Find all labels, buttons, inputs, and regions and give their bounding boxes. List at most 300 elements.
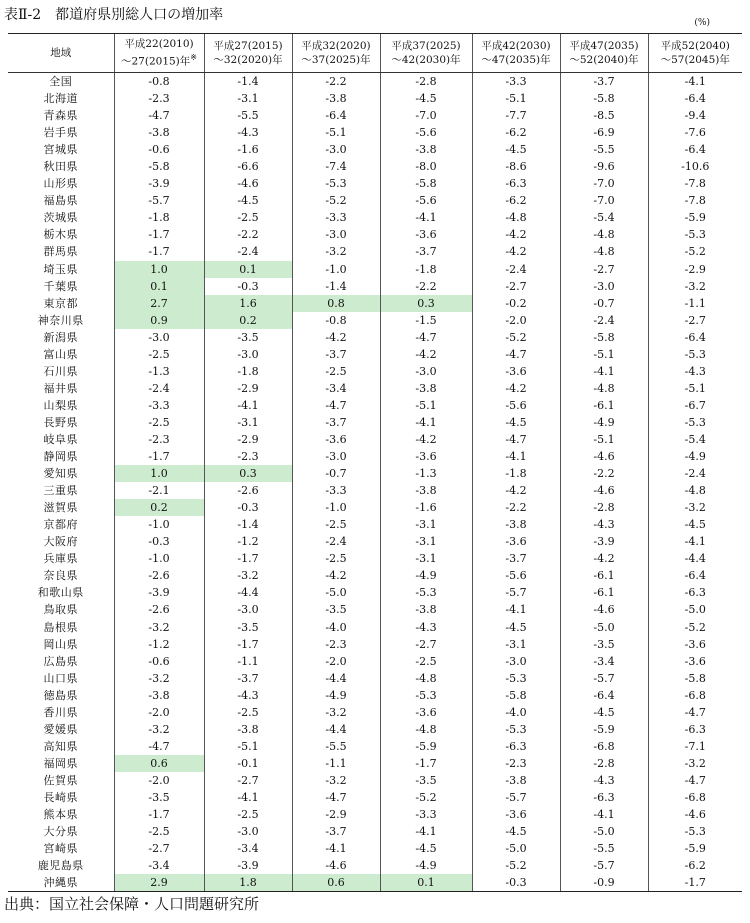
rate-cell: -2.4	[114, 380, 204, 397]
rate-cell: -4.2	[472, 482, 560, 499]
rate-cell: -5.8	[114, 158, 204, 175]
table-row	[8, 414, 742, 431]
rate-cell: -3.8	[114, 124, 204, 141]
table-row	[8, 533, 742, 550]
rate-cell: 1.8	[204, 874, 292, 892]
rate-cell: -2.2	[380, 278, 472, 295]
rate-cell: -1.8	[472, 465, 560, 482]
rate-cell: -3.7	[292, 346, 380, 363]
table-row	[8, 312, 742, 329]
rate-cell: -6.4	[560, 687, 648, 704]
rate-cell: -4.9	[380, 857, 472, 874]
rate-cell: 0.1	[204, 261, 292, 278]
rate-cell: -5.5	[292, 738, 380, 755]
rate-cell: -3.8	[292, 90, 380, 107]
rate-cell: -0.7	[560, 295, 648, 312]
rate-cell: -2.0	[114, 772, 204, 789]
rate-cell: -7.8	[648, 175, 742, 192]
growth-rate-table	[8, 33, 742, 892]
rate-cell: 0.9	[114, 312, 204, 329]
source-note: 出典：国立社会保障・人口問題研究所	[4, 895, 260, 913]
rate-cell: -5.0	[292, 584, 380, 601]
rate-cell: -5.1	[560, 346, 648, 363]
rate-cell: -1.8	[380, 261, 472, 278]
rate-cell: -5.3	[380, 687, 472, 704]
rate-cell: -4.6	[560, 448, 648, 465]
rate-cell: -3.0	[204, 601, 292, 618]
rate-cell: -3.2	[204, 567, 292, 584]
rate-cell: -3.9	[560, 533, 648, 550]
rate-cell: -4.2	[292, 329, 380, 346]
rate-cell: 2.9	[114, 874, 204, 892]
rate-cell: -5.2	[648, 619, 742, 636]
rate-cell: -4.1	[472, 601, 560, 618]
rate-cell: -1.1	[648, 295, 742, 312]
rate-cell: -2.0	[472, 312, 560, 329]
rate-cell: -2.5	[204, 806, 292, 823]
header-line2: ～47(2035)年	[481, 54, 551, 66]
table-row	[8, 397, 742, 414]
rate-cell: -3.8	[380, 482, 472, 499]
rate-cell: -5.8	[560, 329, 648, 346]
rate-cell: -0.1	[204, 755, 292, 772]
rate-cell: -4.9	[648, 448, 742, 465]
rate-cell: -3.8	[204, 721, 292, 738]
rate-cell: -3.7	[472, 550, 560, 567]
table-row	[8, 261, 742, 278]
region-cell: 東京都	[43, 296, 78, 310]
rate-cell: -5.6	[380, 192, 472, 209]
rate-cell: -3.8	[380, 141, 472, 158]
rate-cell: -4.8	[472, 209, 560, 226]
rate-cell: -4.6	[648, 806, 742, 823]
header-line2: ～57(2045)年	[660, 54, 730, 66]
rate-cell: -2.9	[292, 806, 380, 823]
rate-cell: -6.1	[560, 584, 648, 601]
rate-cell: -2.5	[114, 346, 204, 363]
rate-cell: -4.3	[648, 363, 742, 380]
rate-cell: -6.4	[648, 567, 742, 584]
table-row	[8, 653, 742, 670]
rate-cell: -4.8	[560, 380, 648, 397]
rate-cell: -3.0	[292, 448, 380, 465]
header-period-5	[472, 34, 560, 73]
rate-cell: -3.2	[648, 278, 742, 295]
rate-cell: -2.5	[114, 823, 204, 840]
region-cell: 長崎県	[43, 790, 78, 804]
table-row	[8, 772, 742, 789]
rate-cell: -6.6	[204, 158, 292, 175]
rate-cell: -6.4	[648, 329, 742, 346]
rate-cell: -6.4	[648, 90, 742, 107]
rate-cell: -1.8	[204, 363, 292, 380]
rate-cell: 0.3	[380, 295, 472, 312]
rate-cell: -5.1	[560, 431, 648, 448]
rate-cell: -4.7	[472, 346, 560, 363]
rate-cell: 0.2	[114, 499, 204, 516]
rate-cell: -3.7	[380, 243, 472, 260]
rate-cell: -4.4	[204, 584, 292, 601]
rate-cell: -4.5	[380, 840, 472, 857]
rate-cell: -4.1	[380, 209, 472, 226]
region-cell: 岩手県	[43, 126, 78, 140]
rate-cell: -2.7	[204, 772, 292, 789]
header-line1: 平成27(2015)	[213, 40, 283, 52]
rate-cell: 0.2	[204, 312, 292, 329]
rate-cell: -1.4	[292, 278, 380, 295]
region-cell: 鹿児島県	[37, 859, 84, 873]
rate-cell: 0.1	[380, 874, 472, 892]
rate-cell: -6.1	[560, 567, 648, 584]
header-line1: 平成32(2020)	[301, 40, 371, 52]
rate-cell: -5.1	[472, 90, 560, 107]
rate-cell: -0.6	[114, 141, 204, 158]
rate-cell: -5.5	[204, 107, 292, 124]
region-cell: 青森県	[43, 109, 78, 123]
rate-cell: -7.0	[560, 192, 648, 209]
rate-cell: -2.3	[204, 448, 292, 465]
rate-cell: -3.9	[114, 584, 204, 601]
rate-cell: -4.5	[648, 516, 742, 533]
table-row	[8, 857, 742, 874]
table-row	[8, 823, 742, 840]
region-cell: 北海道	[43, 92, 78, 106]
rate-cell: -5.3	[472, 670, 560, 687]
rate-cell: -3.8	[380, 601, 472, 618]
table-row	[8, 73, 742, 91]
rate-cell: -4.7	[114, 738, 204, 755]
rate-cell: -2.5	[292, 550, 380, 567]
rate-cell: -3.0	[292, 226, 380, 243]
rate-cell: -5.3	[648, 823, 742, 840]
header-region-label: 地域	[50, 47, 72, 59]
rate-cell: -2.5	[380, 653, 472, 670]
region-cell: 静岡県	[43, 450, 78, 464]
rate-cell: -3.1	[204, 414, 292, 431]
table-row	[8, 363, 742, 380]
rate-cell: -5.7	[472, 789, 560, 806]
rate-cell: -3.5	[204, 329, 292, 346]
rate-cell: -1.7	[114, 243, 204, 260]
rate-cell: -5.1	[204, 738, 292, 755]
rate-cell: -4.1	[648, 73, 742, 91]
rate-cell: 0.3	[204, 465, 292, 482]
rate-cell: -1.4	[204, 516, 292, 533]
rate-cell: -3.3	[472, 73, 560, 91]
rate-cell: -2.8	[380, 73, 472, 91]
rate-cell: -2.7	[648, 312, 742, 329]
rate-cell: -3.6	[380, 226, 472, 243]
rate-cell: -5.3	[648, 346, 742, 363]
rate-cell: -2.7	[560, 261, 648, 278]
rate-cell: -6.3	[560, 789, 648, 806]
region-cell: 高知県	[43, 739, 78, 753]
rate-cell: -3.0	[204, 823, 292, 840]
rate-cell: -4.5	[380, 90, 472, 107]
rate-cell: -1.7	[204, 550, 292, 567]
rate-cell: -9.6	[560, 158, 648, 175]
header-period-3	[292, 34, 380, 73]
rate-cell: -4.6	[560, 601, 648, 618]
rate-cell: -2.2	[292, 73, 380, 91]
table-row	[8, 278, 742, 295]
rate-cell: -4.2	[292, 567, 380, 584]
rate-cell: -1.6	[204, 141, 292, 158]
region-cell: 香川県	[43, 705, 78, 719]
rate-cell: -4.8	[648, 482, 742, 499]
rate-cell: -4.8	[560, 226, 648, 243]
rate-cell: -4.1	[560, 363, 648, 380]
header-line1: 平成42(2030)	[481, 40, 551, 52]
rate-cell: -2.6	[114, 567, 204, 584]
rate-cell: -4.2	[380, 346, 472, 363]
rate-cell: -2.0	[114, 704, 204, 721]
region-cell: 群馬県	[43, 245, 78, 259]
table-body	[8, 73, 742, 892]
rate-cell: -4.5	[472, 619, 560, 636]
region-cell: 山口県	[43, 671, 78, 685]
rate-cell: -3.2	[114, 721, 204, 738]
rate-cell: -2.4	[292, 533, 380, 550]
unit-label: (%)	[694, 18, 710, 28]
rate-cell: -5.1	[292, 124, 380, 141]
rate-cell: -0.3	[114, 533, 204, 550]
rate-cell: -3.3	[380, 806, 472, 823]
rate-cell: -0.3	[204, 499, 292, 516]
table-row	[8, 670, 742, 687]
region-cell: 石川県	[43, 364, 78, 378]
table-row	[8, 431, 742, 448]
table-row	[8, 874, 742, 892]
table-row	[8, 738, 742, 755]
rate-cell: -3.3	[292, 209, 380, 226]
region-cell: 新潟県	[43, 330, 78, 344]
rate-cell: -6.9	[560, 124, 648, 141]
rate-cell: -4.1	[380, 823, 472, 840]
table-row	[8, 226, 742, 243]
rate-cell: 1.0	[114, 465, 204, 482]
region-cell: 神奈川県	[37, 313, 84, 327]
rate-cell: -6.2	[648, 857, 742, 874]
rate-cell: -4.1	[292, 840, 380, 857]
rate-cell: -4.5	[472, 823, 560, 840]
rate-cell: -0.8	[292, 312, 380, 329]
region-cell: 岐阜県	[43, 433, 78, 446]
rate-cell: -6.3	[472, 175, 560, 192]
rate-cell: -2.5	[204, 704, 292, 721]
header-line1: 平成52(2040)	[660, 40, 730, 52]
rate-cell: -5.8	[560, 90, 648, 107]
rate-cell: -5.1	[380, 397, 472, 414]
rate-cell: -2.9	[204, 380, 292, 397]
rate-cell: -5.7	[560, 857, 648, 874]
rate-cell: -3.0	[472, 653, 560, 670]
table-row	[8, 840, 742, 857]
rate-cell: -1.1	[204, 653, 292, 670]
rate-cell: -2.5	[292, 516, 380, 533]
rate-cell: -4.2	[472, 243, 560, 260]
rate-cell: -3.0	[560, 278, 648, 295]
rate-cell: -5.0	[648, 601, 742, 618]
rate-cell: -7.6	[648, 124, 742, 141]
rate-cell: -4.1	[560, 806, 648, 823]
rate-cell: -2.7	[380, 636, 472, 653]
region-cell: 奈良県	[43, 569, 78, 583]
rate-cell: -3.2	[292, 772, 380, 789]
region-cell: 福岡県	[43, 756, 78, 770]
rate-cell: -5.1	[648, 380, 742, 397]
rate-cell: -3.6	[472, 533, 560, 550]
rate-cell: -1.7	[114, 226, 204, 243]
rate-cell: -3.4	[114, 857, 204, 874]
region-cell: 大分県	[43, 825, 78, 839]
rate-cell: -3.7	[204, 670, 292, 687]
table-row	[8, 516, 742, 533]
rate-cell: -4.6	[560, 482, 648, 499]
rate-cell: -4.7	[472, 431, 560, 448]
rate-cell: -10.6	[648, 158, 742, 175]
rate-cell: -4.9	[380, 567, 472, 584]
rate-cell: -5.4	[648, 431, 742, 448]
table-row	[8, 704, 742, 721]
table-row	[8, 243, 742, 260]
rate-cell: -2.5	[292, 363, 380, 380]
rate-cell: -2.1	[114, 482, 204, 499]
rate-cell: -4.3	[204, 687, 292, 704]
rate-cell: -2.4	[648, 465, 742, 482]
rate-cell: -1.7	[204, 636, 292, 653]
rate-cell: -3.3	[292, 482, 380, 499]
rate-cell: -2.4	[560, 312, 648, 329]
rate-cell: -5.7	[114, 192, 204, 209]
rate-cell: -2.3	[114, 431, 204, 448]
rate-cell: -5.4	[560, 209, 648, 226]
rate-cell: -3.1	[380, 516, 472, 533]
region-cell: 全国	[49, 75, 73, 89]
region-cell: 徳島県	[43, 688, 78, 702]
rate-cell: -5.3	[648, 226, 742, 243]
table-row	[8, 192, 742, 209]
rate-cell: -4.6	[292, 857, 380, 874]
rate-cell: -2.7	[114, 840, 204, 857]
rate-cell: -3.6	[648, 636, 742, 653]
rate-cell: -1.8	[114, 209, 204, 226]
region-cell: 山形県	[43, 177, 78, 191]
table-row	[8, 124, 742, 141]
rate-cell: -3.4	[204, 840, 292, 857]
header-line2: ～32(2020)年	[213, 54, 283, 66]
rate-cell: -0.6	[114, 653, 204, 670]
rate-cell: -6.3	[648, 584, 742, 601]
rate-cell: -7.0	[560, 175, 648, 192]
rate-cell: -6.3	[472, 738, 560, 755]
rate-cell: -3.0	[380, 363, 472, 380]
table-row	[8, 107, 742, 124]
rate-cell: -4.8	[560, 243, 648, 260]
rate-cell: -1.0	[292, 499, 380, 516]
table-row	[8, 329, 742, 346]
rate-cell: -3.8	[472, 516, 560, 533]
rate-cell: -0.7	[292, 465, 380, 482]
rate-cell: -7.7	[472, 107, 560, 124]
rate-cell: -4.7	[292, 789, 380, 806]
rate-cell: -2.5	[204, 209, 292, 226]
table-row	[8, 482, 742, 499]
region-cell: 広島県	[43, 654, 78, 668]
region-cell: 長野県	[43, 415, 78, 429]
rate-cell: -4.1	[380, 414, 472, 431]
rate-cell: -5.9	[560, 721, 648, 738]
rate-cell: 0.6	[114, 755, 204, 772]
header-line1: 平成22(2010)	[124, 38, 194, 51]
rate-cell: -5.5	[560, 141, 648, 158]
rate-cell: -6.4	[648, 141, 742, 158]
rate-cell: -5.5	[560, 840, 648, 857]
rate-cell: -4.8	[380, 670, 472, 687]
rate-cell: -3.5	[204, 619, 292, 636]
rate-cell: -3.2	[648, 755, 742, 772]
rate-cell: -3.5	[114, 789, 204, 806]
rate-cell: -7.8	[648, 192, 742, 209]
rate-cell: -3.1	[380, 533, 472, 550]
table-row	[8, 687, 742, 704]
rate-cell: -2.3	[292, 636, 380, 653]
rate-cell: -4.1	[472, 448, 560, 465]
rate-cell: -3.2	[292, 704, 380, 721]
header-line1: 平成47(2035)	[569, 40, 639, 52]
rate-cell: -4.1	[204, 397, 292, 414]
rate-cell: -2.6	[114, 601, 204, 618]
region-cell: 京都府	[43, 518, 78, 532]
header-period-4	[380, 34, 472, 73]
table-row	[8, 175, 742, 192]
rate-cell: -0.9	[560, 874, 648, 892]
rate-cell: -5.7	[560, 670, 648, 687]
rate-cell: -4.3	[204, 124, 292, 141]
rate-cell: -4.8	[380, 721, 472, 738]
rate-cell: -5.3	[380, 584, 472, 601]
rate-cell: -1.7	[114, 448, 204, 465]
header-line2: ～37(2025)年	[301, 54, 371, 66]
rate-cell: -5.2	[472, 857, 560, 874]
rate-cell: -5.6	[472, 567, 560, 584]
rate-cell: -2.0	[292, 653, 380, 670]
rate-cell: -3.0	[204, 346, 292, 363]
table-row	[8, 550, 742, 567]
rate-cell: -8.0	[380, 158, 472, 175]
rate-cell: -9.4	[648, 107, 742, 124]
rate-cell: -1.3	[114, 363, 204, 380]
rate-cell: -1.4	[204, 73, 292, 91]
table-row	[8, 295, 742, 312]
rate-cell: -2.4	[204, 243, 292, 260]
rate-cell: -5.7	[472, 584, 560, 601]
rate-cell: -6.7	[648, 397, 742, 414]
rate-cell: -5.3	[292, 175, 380, 192]
rate-cell: -3.1	[472, 636, 560, 653]
header-period-2	[204, 34, 292, 73]
rate-cell: -4.9	[292, 687, 380, 704]
rate-cell: -2.7	[472, 278, 560, 295]
rate-cell: -3.1	[380, 550, 472, 567]
rate-cell: -1.0	[114, 550, 204, 567]
rate-cell: -4.0	[292, 619, 380, 636]
rate-cell: -2.2	[204, 226, 292, 243]
region-cell: 佐賀県	[43, 773, 78, 787]
region-cell: 岡山県	[43, 637, 78, 651]
rate-cell: -5.2	[472, 329, 560, 346]
rate-cell: -1.5	[380, 312, 472, 329]
